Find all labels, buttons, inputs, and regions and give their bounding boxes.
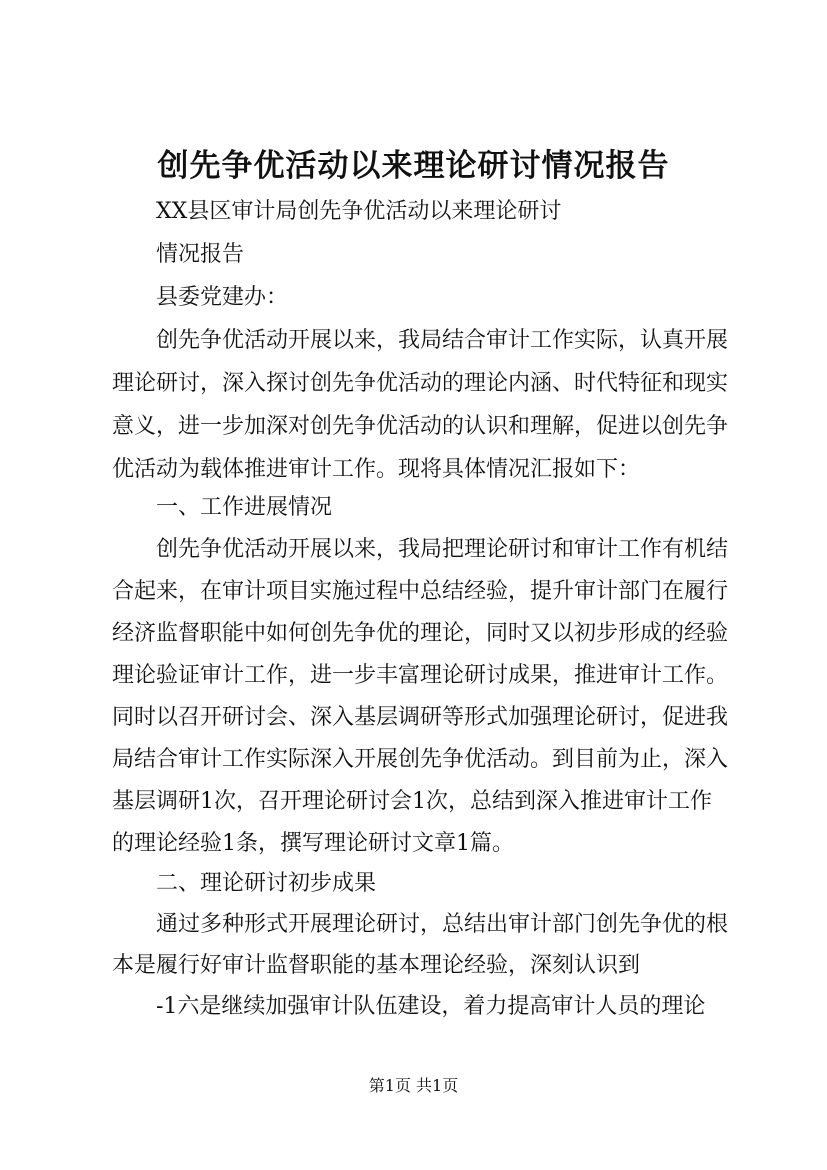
body-line: 合起来，在审计项目实施过程中总结经验，提升审计部门在履行 xyxy=(112,579,729,604)
body-line: 创先争优活动开展以来，我局结合审计工作实际，认真开展 xyxy=(156,328,729,353)
body-line: 经济监督职能中如何创先争优的理论，同时又以初步形成的经验 xyxy=(112,621,729,646)
body-line: 创先争优活动开展以来，我局把理论研讨和审计工作有机结 xyxy=(156,537,729,562)
body-line: 优活动为载体推进审计工作。现将具体情况汇报如下： xyxy=(112,457,641,482)
body-line: 理论验证审计工作，进一步丰富理论研讨成果，推进审计工作。 xyxy=(112,663,729,688)
body-line-subtitle-1: XX县区审计局创先争优活动以来理论研讨 xyxy=(156,199,562,224)
section-heading-2: 二、理论研讨初步成果 xyxy=(156,871,377,896)
body-line: 理论研讨，深入探讨创先争优活动的理论内涵、时代特征和现实 xyxy=(112,371,729,396)
body-line: 基层调研1次，召开理论研讨会1次，总结到深入推进审计工作 xyxy=(112,789,712,814)
body-line-subtitle-2: 情况报告 xyxy=(156,242,245,267)
body-line: 局结合审计工作实际深入开展创先争优活动。到目前为止，深入 xyxy=(112,747,729,772)
section-heading-1: 一、工作进展情况 xyxy=(156,495,333,520)
page-number-footer: 第1页 共1页 xyxy=(368,1076,459,1095)
body-line-addressee: 县委党建办： xyxy=(156,285,289,310)
document-title: 创先争优活动以来理论研讨情况报告 xyxy=(157,148,670,184)
body-line: 意义，进一步加深对创先争优活动的认识和理解，促进以创先争 xyxy=(112,414,729,439)
body-line: 同时以召开研讨会、深入基层调研等形式加强理论研讨，促进我 xyxy=(112,705,729,730)
body-line: 本是履行好审计监督职能的基本理论经验，深刻认识到 xyxy=(112,953,641,978)
body-line: -1六是继续加强审计队伍建设，着力提高审计人员的理论 xyxy=(156,994,706,1019)
body-line: 通过多种形式开展理论研讨，总结出审计部门创先争优的根 xyxy=(156,912,729,937)
body-line: 的理论经验1条，撰写理论研讨文章1篇。 xyxy=(112,831,514,856)
